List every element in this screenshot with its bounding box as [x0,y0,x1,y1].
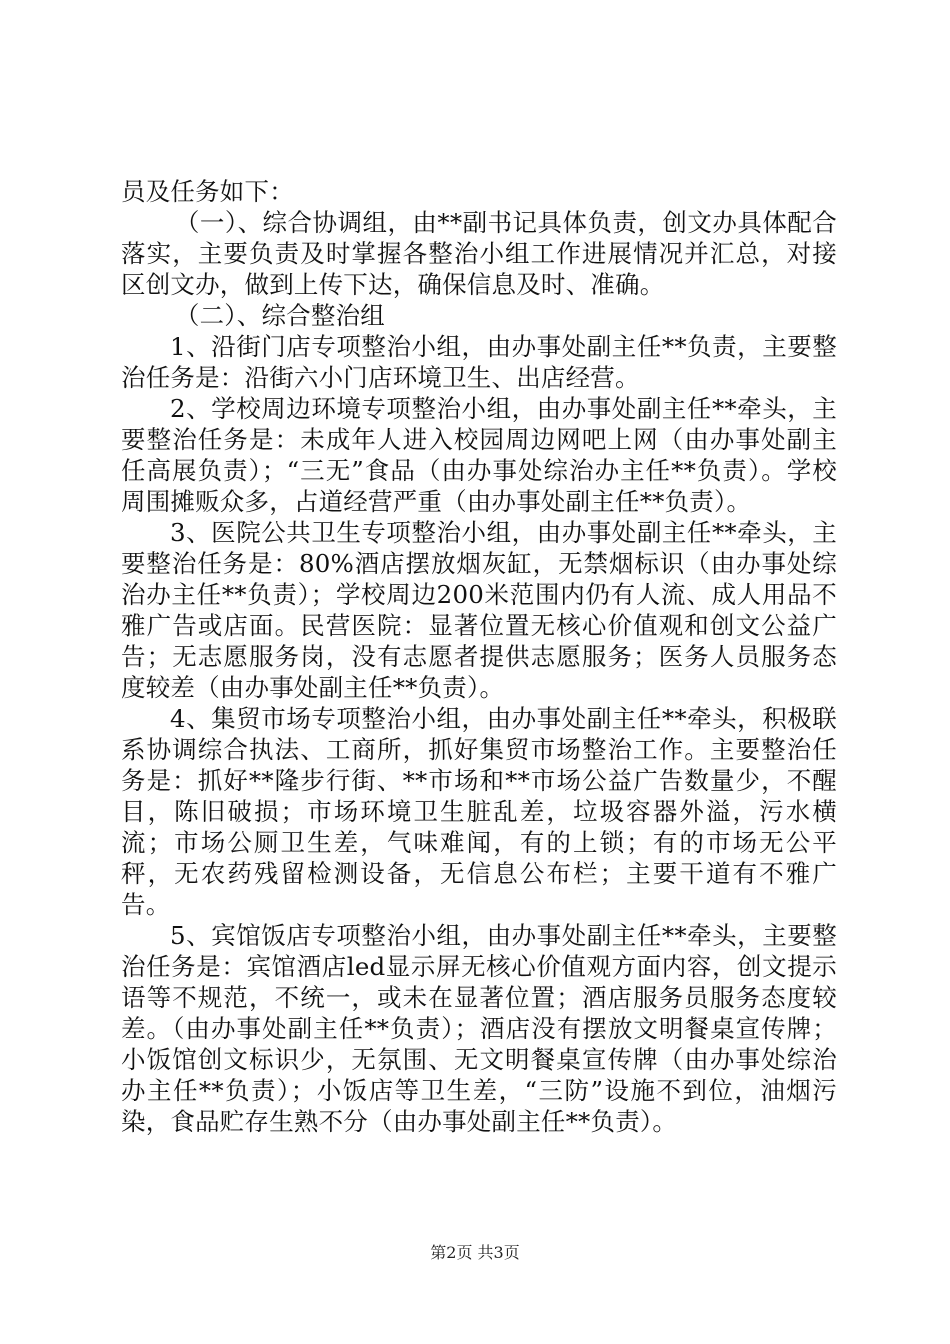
paragraph-item-1: 1、沿街门店专项整治小组，由办事处副主任**负责，主要整治任务是：沿街六小门店环境卫生、出店经营。 [121,332,837,392]
paragraph-item-4: 4、集贸市场专项整治小组，由办事处副主任**牵头，积极联系协调综合执法、工商所，抓好集贸市场整治工作。主要整治任务是：抓好**隆步行街、**市场和**市场公益广告数量少，不醒目，陈旧破损；市场环境卫生脏乱差，垃圾容器外溢，污水横流；市场公厕卫生差，气味难闻，有的上锁；有的市场无公平秤，无农药残留检测设备，无信息公布栏；主要干道有不雅广告。 [121,704,837,919]
document-body [121,176,837,1137]
paragraph-item-3: 3、医院公共卫生专项整治小组，由办事处副主任**牵头，主要整治任务是：80%酒店摆放烟灰缸，无禁烟标识（由办事处综治办主任**负责）；学校周边200米范围内仍有人流、成人用品不雅广告或店面。民营医院：显著位置无核心价值观和创文公益广告；无志愿服务岗，没有志愿者提供志愿服务；医务人员服务态度较差（由办事处副主任**负责）。 [121,518,837,702]
paragraph-continuation: 员及任务如下： [121,177,294,206]
paragraph-heading-rectification-group: （二）、综合整治组 [174,301,385,330]
page-number-footer: 第2页 共3页 [430,1243,520,1262]
paragraph-item-2: 2、学校周边环境专项整治小组，由办事处副主任**牵头，主要整治任务是：未成年人进入校园周边网吧上网（由办事处副主任高展负责）；“三无”食品（由办事处综治办主任**负责）。学校周围摊贩众多，占道经营严重（由办事处副主任**负责）。 [121,394,837,516]
paragraph-coordination-group: （一）、综合协调组，由**副书记具体负责，创文办具体配合落实，主要负责及时掌握各整治小组工作进展情况并汇总，对接区创文办，做到上传下达，确保信息及时、准确。 [121,208,837,299]
paragraph-item-5: 5、宾馆饭店专项整治小组，由办事处副主任**牵头，主要整治任务是：宾馆酒店led显示屏无核心价值观方面内容，创文提示语等不规范，不统一，或未在显著位置；酒店服务员服务态度较差。（由办事处副主任**负责）；酒店没有摆放文明餐桌宣传牌；小饭馆创文标识少，无氛围、无文明餐桌宣传牌（由办事处综治办主任**负责）；小饭店等卫生差，“三防”设施不到位，油烟污染，食品贮存生熟不分（由办事处副主任**负责）。 [121,921,837,1136]
